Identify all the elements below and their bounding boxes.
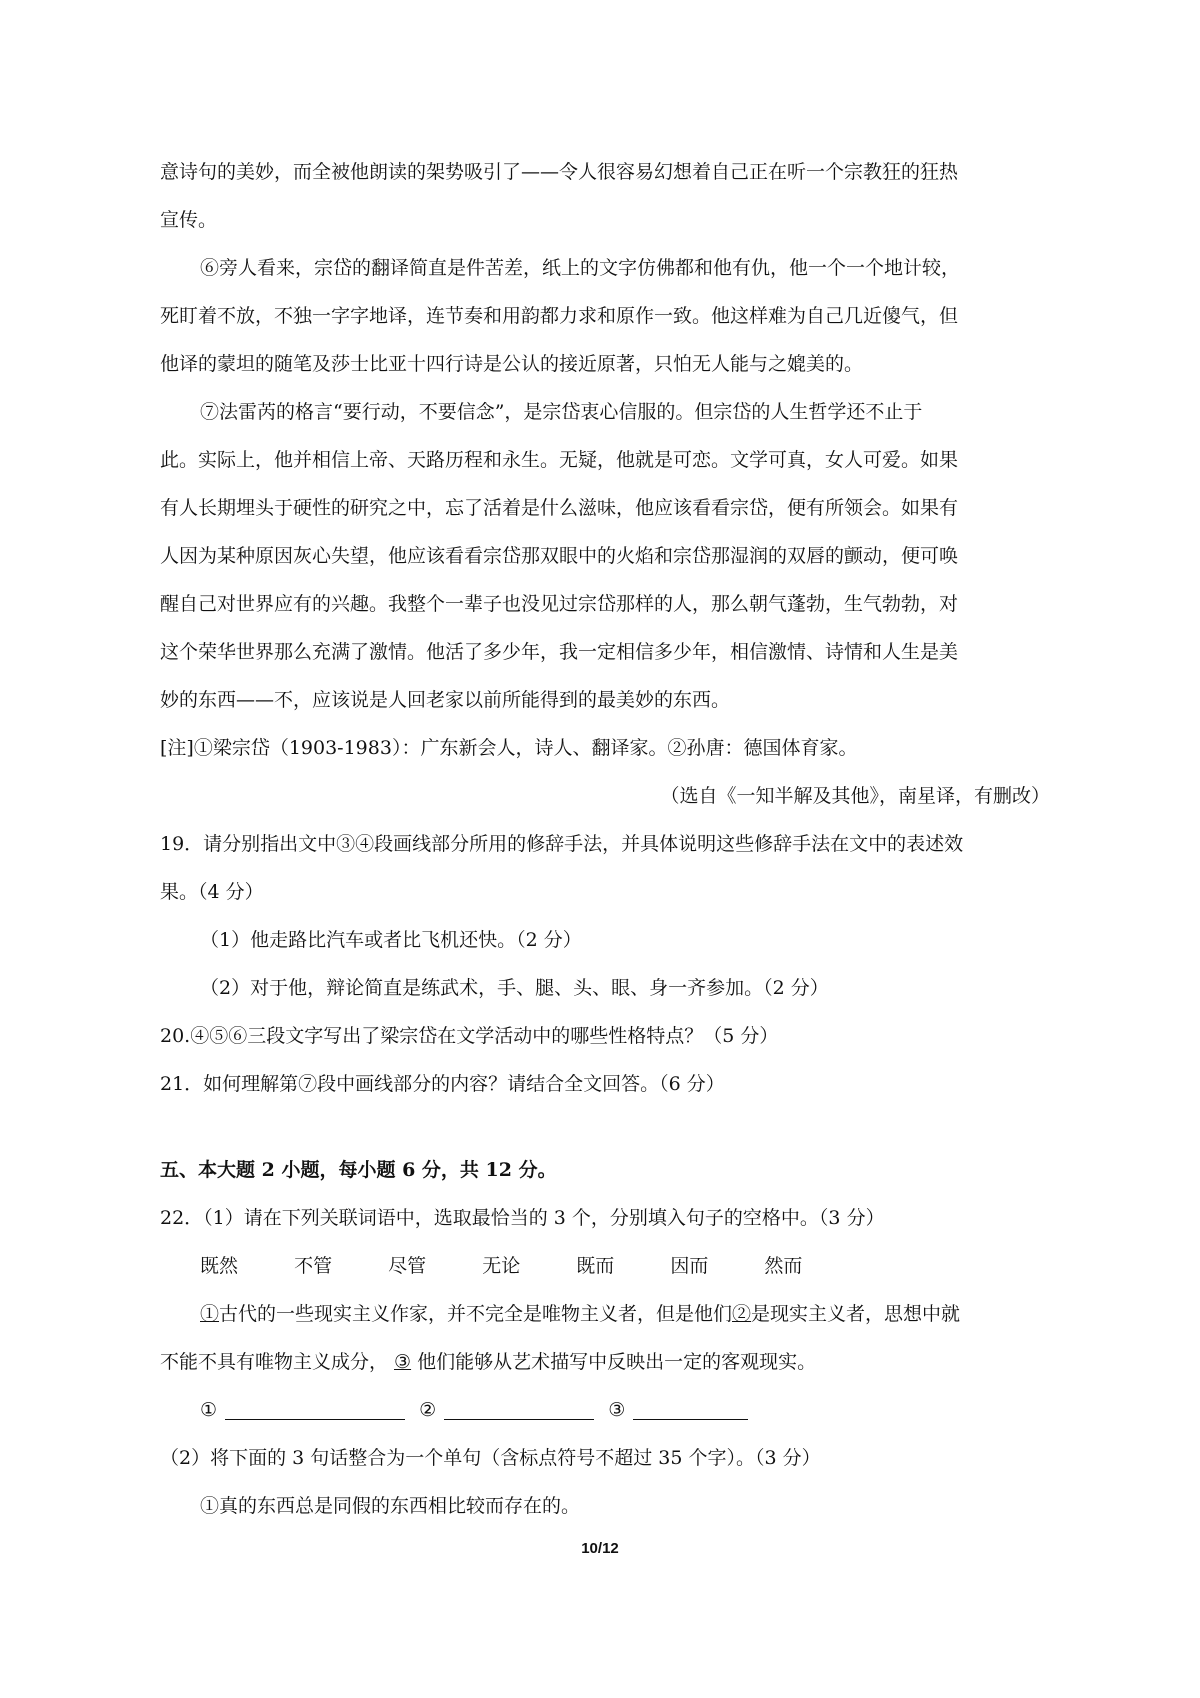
fill-sentence-line-2	[160, 1338, 1060, 1386]
blank-marker-1: ①	[200, 1303, 220, 1325]
text-line: 人因为某种原因灰心失望，他应该看看宗岱那双眼中的火焰和宗岱那湿润的双唇的颤动，便可唤	[160, 545, 959, 567]
question-19: 19．请分别指出文中③④段画线部分所用的修辞手法，并具体说明这些修辞手法在文中的表述效	[160, 833, 964, 855]
answer-blanks	[160, 1386, 1060, 1434]
text-line: 他译的蒙坦的随笔及莎士比亚十四行诗是公认的接近原著，只怕无人能与之媲美的。	[160, 353, 864, 375]
sentence-text: 他们能够从艺术描写中反映出一定的客观现实。	[417, 1351, 817, 1373]
text-line: 此。实际上，他并相信上帝、天路历程和永生。无疑，他就是可恋。文学可真，女人可爱。如果	[160, 449, 959, 471]
blank-marker-2: ②	[732, 1303, 752, 1325]
sentence-text: 古代的一些现实主义作家，并不完全是唯物主义者，但是他们	[219, 1303, 733, 1325]
page-content	[160, 148, 1060, 1530]
question-20: 20.④⑤⑥三段文字写出了梁宗岱在文学活动中的哪些性格特点？（5 分）	[160, 1025, 779, 1047]
sentence-text: 是现实主义者，思想中就	[751, 1303, 961, 1325]
text-line: 宣传。	[160, 209, 218, 231]
blank-marker-3: ③	[394, 1351, 412, 1373]
sentence-text: 不能不具有唯物主义成分，	[160, 1351, 389, 1373]
option-word: 尽管	[388, 1255, 427, 1277]
answer-blank-1[interactable]	[225, 1397, 405, 1420]
text-line: 果。（4 分）	[160, 881, 264, 903]
section-5-heading: 五、本大题 2 小题，每小题 6 分，共 12 分。	[160, 1159, 557, 1181]
source-citation: （选自《一知半解及其他》，南星译，有删改）	[660, 785, 1050, 807]
sentence-1: ①真的东西总是同假的东西相比较而存在的。	[200, 1495, 581, 1517]
text-line: 醒自己对世界应有的兴趣。我整个一辈子也没见过宗岱那样的人，那么朝气蓬勃，生气勃勃，对	[160, 593, 959, 615]
answer-label-1: ①	[200, 1399, 218, 1421]
fill-sentence-line-1	[160, 1290, 1060, 1338]
question-22-part-2: （2）将下面的 3 句话整合为一个单句（含标点符号不超过 35 个字）。（3 分）	[160, 1447, 821, 1469]
text-line: 有人长期埋头于硬性的研究之中，忘了活着是什么滋味，他应该看看宗岱，便有所领会。如果有	[160, 497, 959, 519]
paragraph-6: ⑥旁人看来，宗岱的翻译简直是件苦差，纸上的文字仿佛都和他有仇，他一个一个地计较，	[200, 257, 961, 279]
paragraph-7: ⑦法雷芮的格言“要行动，不要信念”，是宗岱衷心信服的。但宗岱的人生哲学还不止于	[200, 401, 923, 423]
footnote: [注]①梁宗岱（1903-1983）：广东新会人，诗人、翻译家。②孙唐：德国体育家。	[160, 737, 858, 759]
text-line: 这个荣华世界那么充满了激情。他活了多少年，我一定相信多少年，相信激情、诗情和人生是美	[160, 641, 959, 663]
text-line: 意诗句的美妙，而全被他朗读的架势吸引了——令人很容易幻想着自己正在听一个宗教狂的狂热	[160, 161, 959, 183]
answer-label-3: ③	[608, 1399, 626, 1421]
answer-blank-3[interactable]	[633, 1397, 748, 1420]
spacer	[160, 1108, 1060, 1146]
text-line: 妙的东西——不，应该说是人回老家以前所能得到的最美妙的东西。	[160, 689, 731, 711]
answer-label-2: ②	[419, 1399, 437, 1421]
question-19-part-1: （1）他走路比汽车或者比飞机还快。（2 分）	[200, 929, 582, 951]
question-19-part-2: （2）对于他，辩论简直是练武术，手、腿、头、眼、身一齐参加。（2 分）	[200, 977, 829, 999]
text-line: 死盯着不放，不独一字字地译，连节奏和用韵都力求和原作一致。他这样难为自己几近傻气，但	[160, 305, 959, 327]
question-21: 21．如何理解第⑦段中画线部分的内容？请结合全文回答。（6 分）	[160, 1073, 725, 1095]
option-word: 不管	[294, 1255, 333, 1277]
page-number: 10/12	[581, 1540, 619, 1557]
option-word: 因而	[670, 1255, 709, 1277]
question-22: 22．（1）请在下列关联词语中，选取最恰当的 3 个，分别填入句子的空格中。（3 分）	[160, 1207, 885, 1229]
option-word: 无论	[482, 1255, 521, 1277]
conjunction-options	[160, 1242, 1060, 1290]
option-word: 然而	[764, 1255, 803, 1277]
option-word: 既而	[576, 1255, 615, 1277]
answer-blank-2[interactable]	[444, 1397, 594, 1420]
option-word: 既然	[200, 1255, 239, 1277]
